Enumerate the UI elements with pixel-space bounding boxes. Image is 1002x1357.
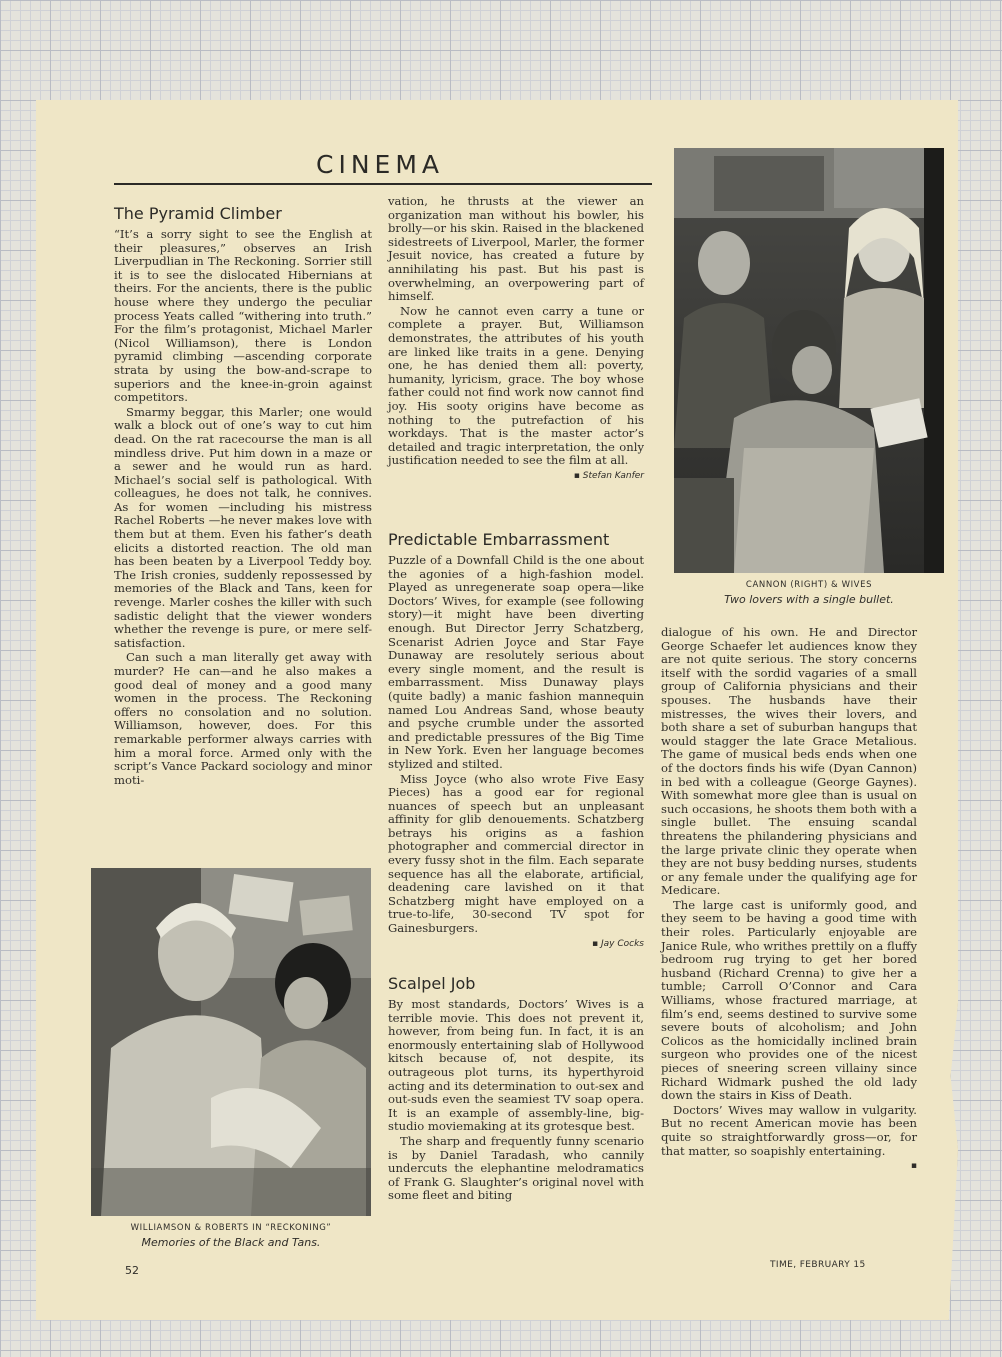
paragraph: By most standards, Doctors’ Wives is a terrible movie. This does not prevent it, however, from being fun. In fact, it is an enormously entertaining slab of Hollywood kitsch because of, not despite, its outrageous plot turns, its hyperthyroid acting and its determination to out-sex and out-suds even the seamiest TV soap opera. It is an example of assembly-line, big-studio moviemaking at its grotesque best. xyxy=(388,997,644,1134)
photo-williamson-and-roberts-image xyxy=(91,868,371,1216)
paragraph: Puzzle of a Downfall Child is the one about the agonies of a high-fashion model. Played as unregenerate soap opera—like Doctors’ Wives, for example (see following story)—it might have been diverting enough. But Director Jerry Schatzberg, Scenarist Adrien Joyce and Star Faye Dunaway are resolutely serious about every single moment, and the result is embarrassment. Miss Dunaway plays (quite badly) a manic fashion mannequin named Lou Andreas Sand, whose beauty and psyche crumble under the assorted and predictable pressures of the Big Time in New York. Even her language becomes stylized and stilted. xyxy=(388,553,644,771)
article-predictable-embarrassment xyxy=(388,530,644,951)
article-scalpel-job-continued xyxy=(661,626,917,1174)
caption-left xyxy=(91,1223,371,1249)
paragraph: vation, he thrusts at the viewer an organization man without his bowler, his brolly—or his skin. Raised in the blackened sidestreets of Liverpool, Marler, the former Jesuit novice, has created a future by annihilating his past. But his past is overwhelming, an overpowering part of himself. xyxy=(388,194,644,304)
headline-pyramid-climber: The Pyramid Climber xyxy=(114,204,282,223)
photo-cannon-and-wives-image xyxy=(674,148,944,573)
article-pyramid-climber xyxy=(114,204,372,787)
paragraph: Miss Joyce (who also wrote Five Easy Pieces) has a good ear for regional nuances of speech but an unpleasant affinity for glib denouements. Schatzberg betrays his origins as a fashion photographer and commercial director in every fussy shot in the film. Each separate sequence has all the elaborate, artificial, deadening care lavished on it that Schatzberg might have employed on a true-to-life, 30-second TV spot for Gainesburgers. xyxy=(388,771,644,936)
article-scalpel-job xyxy=(388,974,644,1203)
caption-right-credit: CANNON (RIGHT) & WIVES xyxy=(745,580,873,590)
paragraph: Can such a man literally get away with murder? He can—and he also makes a good deal of money and a good many women in the process. The Reckoning offers no consolation and no solution. Williamson, however, does. For this remarkable performer always carries with him a moral force. Armed only with the script’s Vance Packard sociology and minor moti- xyxy=(114,650,372,787)
byline-kanfer: ▪ Stefan Kanfer xyxy=(573,470,644,481)
paragraph: dialogue of his own. He and Director George Schaefer let audiences know they are not quite serious. The story concerns itself with the sordid vagaries of a small group of California physicians and their spouses. The husbands have their mistresses, the wives their lovers, and both share a set of suburban hangups that would stagger the late Grace Metalious. The game of musical beds ends when one of the doctors finds his wife (Dyan Cannon) in bed with a colleague (George Gaynes). With somewhat more glee than is usual on such occasions, he shoots them both with a single bullet. The ensuing scandal threatens the philandering physicians and the large private clinic they operate when they are not busy bedding nurses, students or any female under the qualifying age for Medicare. xyxy=(661,625,917,898)
caption-left-credit: WILLIAMSON & ROBERTS IN “RECKONING” xyxy=(130,1223,332,1233)
article-pyramid-climber-continued xyxy=(388,195,644,483)
title-rule xyxy=(114,183,652,185)
paragraph: “It’s a sorry sight to see the English at their pleasures,” observes an Irish Liverpudlian in The Reckoning. Sorrier still it is to see the dislocated Hibernians at theirs. For the ancients, there is the public house where they undergo the peculiar process Yeats called “withering into truth.” For the film’s protagonist, Michael Marler (Nicol Williamson), there is London pyramid climbing —ascending corporate strata by using the bow-and-scrape to superiors and the knee-in-groin against competitors. xyxy=(114,227,372,405)
photo-williamson-and-roberts xyxy=(91,868,371,1216)
caption-left-text: Memories of the Black and Tans. xyxy=(141,1236,321,1249)
paragraph: The large cast is uniformly good, and they seem to be having a good time with their roles. Particularly enjoyable are Janice Rule, who writhes prettily on a fluffy bedroom rug trying to get her bored husband (Richard Crenna) to give her a tumble; Carroll O’Connor and Cara Williams, whose fractured marriage, at film’s end, seems destined to survive some severe bouts of alcoholism; and John Colicos as the homicidally inclined brain surgeon who provides one of the nicest pieces of sneering screen villainy since Richard Widmark pushed the old lady down the stairs in Kiss of Death. xyxy=(661,897,917,1103)
end-mark: ▪ xyxy=(910,1161,917,1172)
section-title: CINEMA xyxy=(316,150,444,179)
paragraph: Now he cannot even carry a tune or complete a prayer. But, Williamson demonstrates, the attributes of his youth are linked like traits in a gene. Denying one, he has denied them all: poverty, humanity, lyricism, grace. The boy whose father could not find work now cannot find joy. His sooty origins have become as nothing to the putrefaction of his workdays. That is the master actor’s detailed and tragic interpretation, the only justification needed to see the film at all. xyxy=(388,303,644,468)
headline-scalpel-job: Scalpel Job xyxy=(388,974,476,993)
page-number: 52 xyxy=(125,1264,139,1277)
headline-predictable-embarrassment: Predictable Embarrassment xyxy=(388,530,610,549)
photo-cannon-and-wives xyxy=(674,148,944,573)
paragraph: Doctors’ Wives may wallow in vulgarity. But no recent American movie has been quite so straightforwardly gross—or, for that matter, so soapishly entertaining. xyxy=(661,1102,917,1158)
caption-right xyxy=(674,580,944,606)
caption-right-text: Two lovers with a single bullet. xyxy=(724,593,894,606)
issue-date-footer: TIME, FEBRUARY 15 xyxy=(770,1260,866,1270)
paragraph: Smarmy beggar, this Marler; one would walk a block out of one’s way to cut him dead. On the rat racecourse the man is all mindless drive. Put him down in a maze or a sewer and he would run as hard. Michael’s social self is pathological. With colleagues, he does not talk, he connives. As for women —including his mistress Rachel Roberts —he never makes love with them but at them. Even his father’s death elicits a distorted reaction. The old man has been beaten by a Liverpool Teddy boy. The Irish cronies, suddenly repossessed by memories of the Black and Tans, keen for revenge. Marler coshes the killer with such sadistic delight that the viewer wonders whether the revenge is pure, or mere self-satisfaction. xyxy=(114,404,372,650)
paragraph: The sharp and frequently funny scenario is by Daniel Taradash, who cannily undercuts the elephantine melodramatics of Frank G. Slaughter’s original novel with some fleet and biting xyxy=(388,1133,644,1203)
byline-cocks: ▪ Jay Cocks xyxy=(592,938,644,949)
